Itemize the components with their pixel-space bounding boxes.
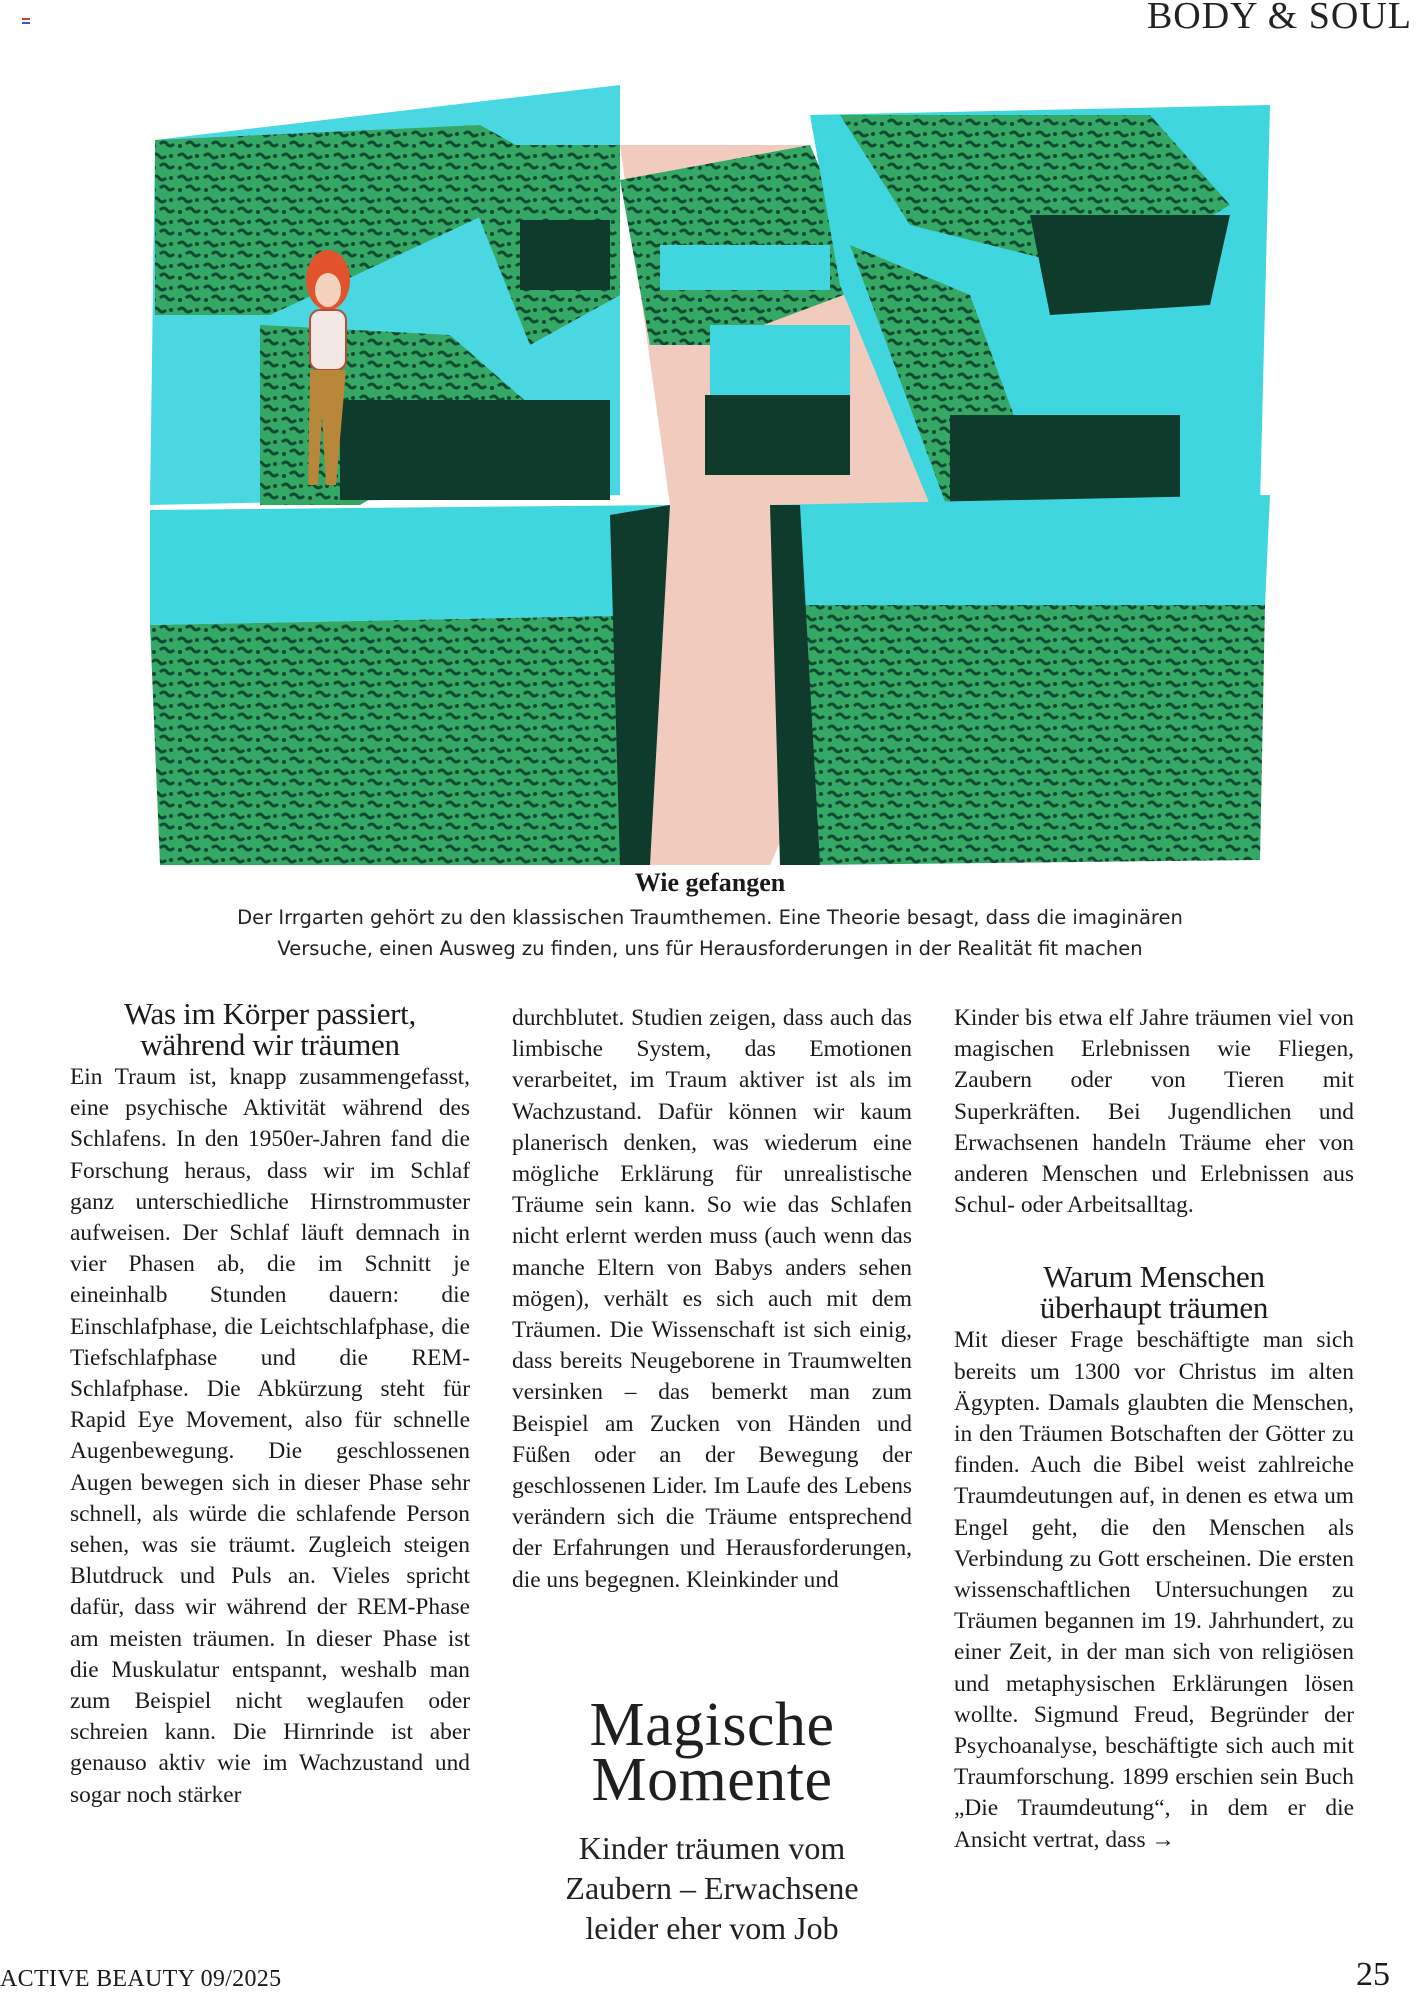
column3-heading (954, 1259, 1354, 1326)
pull-quote-sub-line1: Kinder träumen vom (578, 1830, 846, 1866)
column3-body: Mit dieser Frage beschäftigte man sich bereits um 1300 vor Christus im alten Ägypten. Damals glaubten die Menschen, in den Träumen Botschaften der Götter zu finden. Auch die Bibel weist zahlreiche Traumdeutungen auf, in denen es etwa um Engel geht, die den Menschen als Verbindung zu Gott erscheinen. Die ersten wissenschaftlichen Untersuchungen zu Träumen begannen im 19. Jahrhundert, zu einer Zeit, in der man sich von religiösen und metaphysischen Erklärungen lösen wollte. Sigmund Freud, Begründer der Psychoanalyse, beschäftigte sich auch mit Traumforschung. 1899 erschien sein Buch „Die Traumdeutung“, in dem er die Ansicht vertrat, dass → (954, 1327, 1354, 1853)
caption-text-line2: Versuche, einen Ausweg zu finden, uns für Herausforderungen in der Realität fit machen (277, 937, 1143, 960)
pull-quote-title (512, 1691, 912, 1814)
pull-quote-sub-line2: Zaubern – Erwachsene (565, 1870, 859, 1906)
column1-heading-line2: während wir träumen (140, 1027, 400, 1062)
article-column-2 (512, 1003, 912, 1596)
caption-title: Wie gefangen (634, 868, 786, 897)
pull-quote-sub-line3: leider eher vom Job (585, 1910, 839, 1946)
image-caption (120, 868, 1300, 964)
article-column-3 (954, 1003, 1354, 1856)
pull-quote-subtitle (512, 1828, 912, 1948)
section-label: BODY & SOUL (1146, 0, 1412, 37)
corner-color-mark (22, 18, 30, 24)
maze-illustration (150, 85, 1290, 865)
column1-heading (70, 998, 470, 1060)
column3-intro: Kinder bis etwa elf Jahre träumen viel von magischen Erlebnissen wie Fliegen, Zaubern oder von Tieren mit Superkräften. Bei Jugendlichen und Erwachsenen handeln Träume eher von anderen Menschen und Erlebnissen aus Schul- oder Arbeitsalltag. (954, 1005, 1354, 1219)
pull-quote-title-line2: Momente (591, 1746, 833, 1814)
column1-body: Ein Traum ist, knapp zusammengefasst, eine psychische Aktivität während des Schlafens. In den 1950er-Jahren fand die Forschung heraus, dass wir im Schlaf ganz unterschiedliche Hirnstrommuster aufweisen. Der Schlaf läuft demnach in vier Phasen ab, die im Schnitt je eineinhalb Stunden dauern: die Einschlafphase, die Leichtschlafphase, die Tiefschlafphase und die REM-Schlafphase. Die Abkürzung steht für Rapid Eye Movement, also für schnelle Augenbewegung. Die geschlossenen Augen bewegen sich in dieser Phase sehr schnell, als würde die schlafende Person sehen, was sie träumt. Zugleich steigen Blutdruck und Puls an. Vieles spricht dafür, dass wir während der REM-Phase am meisten träumen. In dieser Phase ist die Muskulatur entspannt, weshalb man zum Beispiel nicht weglaufen oder schreien kann. Die Hirnrinde ist aber genauso aktiv wie im Wachzustand und sogar noch stärker (70, 1064, 470, 1808)
column1-heading-line1: Was im Körper passiert, (124, 996, 416, 1031)
footer-magazine-issue: ACTIVE BEAUTY 09/2025 (0, 1966, 282, 1992)
caption-text-line1: Der Irrgarten gehört zu den klassischen Traumthemen. Eine Theorie besagt, dass die imaginären (237, 906, 1183, 929)
column2-body: durchblutet. Studien zeigen, dass auch das limbische System, das Emotionen verarbeitet, im Traum aktiver ist als im Wachzustand. Dafür können wir kaum planerisch denken, was wiederum eine mögliche Erklärung für unrealistische Träume sein kann. So wie das Schlafen nicht erlernt werden muss (auch wenn das manche Eltern von Babys anders sehen mögen), verhält es sich auch mit dem Träumen. Die Wissenschaft ist sich einig, dass bereits Neugeborene in Traumwelten versinken – das bemerkt man zum Beispiel am Zucken von Händen und Füßen oder an der Bewegung der geschlossenen Lider. Im Laufe des Lebens verändern sich die Träume entsprechend der Erfahrungen und Herausforderungen, die uns begegnen. Kleinkinder und (512, 1005, 912, 1593)
pull-quote-title-line1: Magische (589, 1691, 835, 1759)
article-column-1 (70, 998, 470, 1811)
footer-page-number: 25 (1356, 1956, 1390, 1993)
column3-heading-line2: überhaupt träumen (1039, 1290, 1269, 1326)
pull-quote (512, 1691, 912, 1948)
column3-heading-line1: Warum Menschen (1043, 1259, 1265, 1295)
